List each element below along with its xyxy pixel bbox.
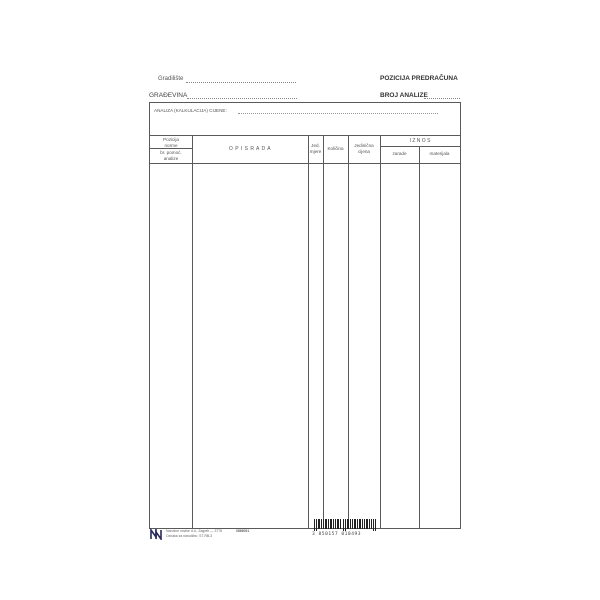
header-pozicija-norme: Pozicija norme: [163, 137, 179, 148]
header-kolicina: Količina: [327, 146, 344, 151]
col-line-4: [348, 135, 349, 528]
table-header-top-line: [150, 135, 460, 136]
col-line-3: [323, 135, 324, 528]
analysis-table: [149, 102, 461, 529]
header-opis-rada: O P I S R A D A: [228, 146, 272, 152]
iznos-divider: [380, 146, 460, 147]
header-jedinicna-cijena: Jedinična cijena: [354, 143, 374, 154]
col-line-1: [192, 135, 193, 528]
publisher-line-1: Narodne novine d.d., Zagreb — 3776: [166, 529, 222, 533]
header-jed-mjere: Jed. mjere: [309, 143, 322, 154]
barcode-number: 3 850157 010493: [312, 532, 361, 537]
col-line-5: [380, 135, 381, 528]
publisher-line-2: Oznaka za narudžbu: ST-RB-3: [166, 533, 213, 538]
gradevina-field[interactable]: [187, 98, 297, 99]
header-materijala: materijala: [429, 151, 450, 156]
header-br-pomoc-analize: br. pomoć. analize: [160, 150, 182, 161]
publisher-logo-icon: [150, 528, 162, 540]
gradevina-label: GRAĐEVINA: [149, 92, 188, 99]
broj-analize-label: BROJ ANALIZE: [380, 92, 428, 99]
form-code: 0866051: [236, 529, 250, 533]
col-line-6: [419, 146, 420, 528]
table-header-bottom-line: [150, 163, 460, 164]
analiza-label: ANALIZA (KALKULACIJA) CIJENE:: [154, 108, 227, 113]
broj-analize-field[interactable]: [424, 98, 460, 99]
pozicija-predracuna-label: POZICIJA PREDRAČUNA: [380, 75, 458, 82]
gradiliste-label: Gradilište: [158, 76, 184, 82]
col-line-2: [308, 135, 309, 528]
analiza-field[interactable]: [238, 113, 438, 114]
gradiliste-field[interactable]: [186, 82, 296, 83]
header-iznos: I Z N O S: [409, 138, 431, 144]
barcode-icon: [314, 519, 376, 531]
header-zarade: zarade: [392, 151, 407, 156]
publisher-info: [166, 529, 222, 538]
